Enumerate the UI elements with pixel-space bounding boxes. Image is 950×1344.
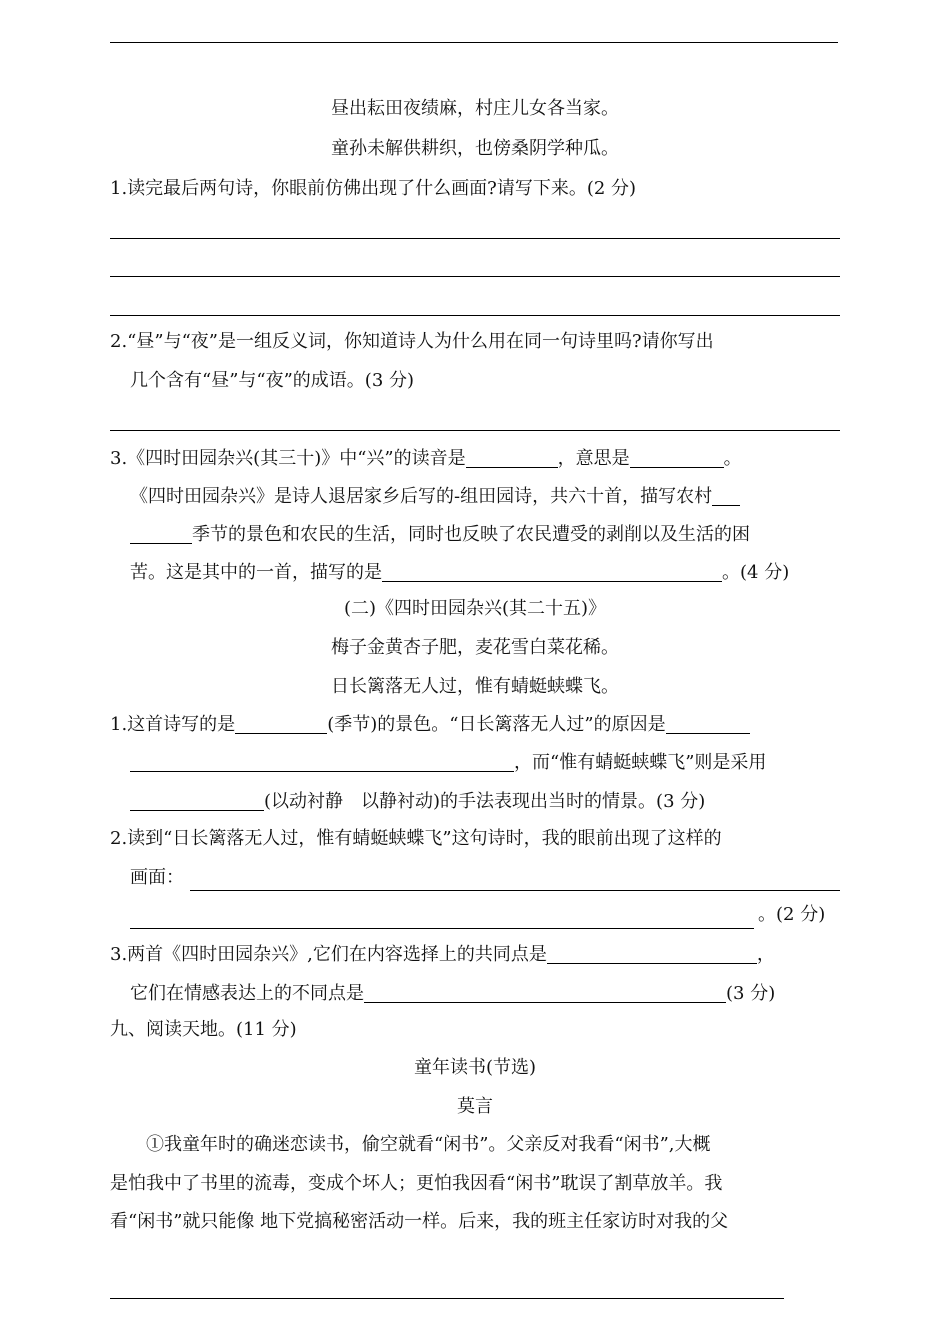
answer-line[interactable] bbox=[110, 238, 840, 239]
p2-question-1-text: (以动衬静 以静衬动)的手法表现出当时的情景。(3 分) bbox=[264, 791, 706, 812]
p2-question-1-line3 bbox=[130, 792, 705, 811]
answer-line[interactable] bbox=[190, 890, 840, 891]
fill-blank[interactable] bbox=[235, 715, 327, 734]
poem2-title: (二)《四时田园杂兴(其二十五)》 bbox=[343, 598, 607, 619]
p2-question-3-line1 bbox=[110, 945, 775, 964]
fill-blank[interactable] bbox=[712, 487, 740, 506]
fill-blank[interactable] bbox=[130, 525, 192, 544]
fill-blank[interactable] bbox=[364, 984, 726, 1003]
p2-question-2-line2: 画面： bbox=[130, 867, 184, 888]
question-3-line4 bbox=[130, 563, 789, 582]
answer-line[interactable] bbox=[130, 928, 754, 929]
passage-author: 莫言 bbox=[457, 1096, 493, 1117]
question-3-text: 。 bbox=[723, 448, 742, 469]
fill-blank[interactable] bbox=[666, 715, 750, 734]
p2-question-3-text: 它们在情感表达上的不同点是 bbox=[130, 983, 364, 1004]
fill-blank[interactable] bbox=[466, 449, 558, 468]
p2-question-2-end: 。(2 分) bbox=[758, 904, 826, 925]
p2-question-1-text: ，而“惟有蜻蜓蛱蝶飞”则是采用 bbox=[514, 752, 767, 773]
answer-line[interactable] bbox=[110, 276, 840, 277]
question-3-text: 季节的景色和农民的生活，同时也反映了农民遭受的剥削以及生活的困 bbox=[192, 524, 750, 545]
passage-line: 是怕我中了书里的流毒，变成个坏人；更怕我因看“闲书”耽误了割草放羊。我 bbox=[110, 1173, 723, 1194]
bottom-rule bbox=[110, 1298, 784, 1299]
answer-line[interactable] bbox=[110, 315, 840, 316]
passage-line: 看“闲书”就只能像 地下党搞秘密活动一样。后来，我的班主任家访时对我的父 bbox=[110, 1211, 729, 1232]
question-3-text: 3.《四时田园杂兴(其三十)》中“兴”的读音是 bbox=[110, 448, 466, 469]
p2-question-3-text: (3 分) bbox=[726, 983, 776, 1004]
poem2-line2: 日长篱落无人过，惟有蜻蜓蛱蝶飞。 bbox=[331, 676, 619, 697]
question-3-text: 。(4 分) bbox=[722, 562, 790, 583]
fill-blank[interactable] bbox=[130, 792, 264, 811]
question-3-line2 bbox=[130, 487, 740, 506]
fill-blank[interactable] bbox=[130, 753, 514, 772]
question-3-line3 bbox=[130, 525, 750, 544]
poem2-line1: 梅子金黄杏子肥，麦花雪白菜花稀。 bbox=[331, 637, 619, 658]
fill-blank[interactable] bbox=[382, 563, 722, 582]
top-rule bbox=[110, 42, 838, 43]
question-1: 1.读完最后两句诗，你眼前仿佛出现了什么画面?请写下来。(2 分) bbox=[110, 178, 637, 199]
question-3-text: ，意思是 bbox=[557, 448, 630, 469]
passage-line: ①我童年时的确迷恋读书，偷空就看“闲书”。父亲反对我看“闲书”,大概 bbox=[146, 1134, 711, 1155]
p2-question-1-text: (季节)的景色。“日长篱落无人过”的原因是 bbox=[327, 714, 666, 735]
question-3-text: 《四时田园杂兴》是诗人退居家乡后写的-组田园诗，共六十首，描写农村 bbox=[130, 486, 713, 507]
passage-title: 童年读书(节选) bbox=[413, 1057, 537, 1078]
question-2-line1: 2.“昼”与“夜”是一组反义词，你知道诗人为什么用在同一句诗里吗?请你写出 bbox=[110, 331, 714, 352]
question-3-line1 bbox=[110, 449, 742, 468]
fill-blank[interactable] bbox=[630, 449, 724, 468]
p2-question-3-text: ， bbox=[756, 944, 775, 965]
p2-question-1-line2 bbox=[130, 753, 766, 772]
poem1-line1: 昼出耘田夜绩麻，村庄儿女各当家。 bbox=[331, 98, 619, 119]
question-3-text: 苦。这是其中的一首，描写的是 bbox=[130, 562, 382, 583]
p2-question-1-text: 1.这首诗写的是 bbox=[110, 714, 236, 735]
question-2-line2: 几个含有“昼”与“夜”的成语。(3 分) bbox=[130, 370, 415, 391]
p2-question-3-text: 3.两首《四时田园杂兴》,它们在内容选择上的共同点是 bbox=[110, 944, 547, 965]
p2-question-3-line2 bbox=[130, 984, 775, 1003]
p2-question-2-line1: 2.读到“日长篱落无人过，惟有蜻蜓蛱蝶飞”这句诗时，我的眼前出现了这样的 bbox=[110, 828, 722, 849]
poem1-line2: 童孙未解供耕织，也傍桑阴学种瓜。 bbox=[331, 138, 619, 159]
answer-line[interactable] bbox=[110, 430, 840, 431]
section-heading: 九、阅读天地。(11 分) bbox=[110, 1019, 297, 1040]
p2-question-1-line1 bbox=[110, 715, 750, 734]
fill-blank[interactable] bbox=[547, 945, 757, 964]
